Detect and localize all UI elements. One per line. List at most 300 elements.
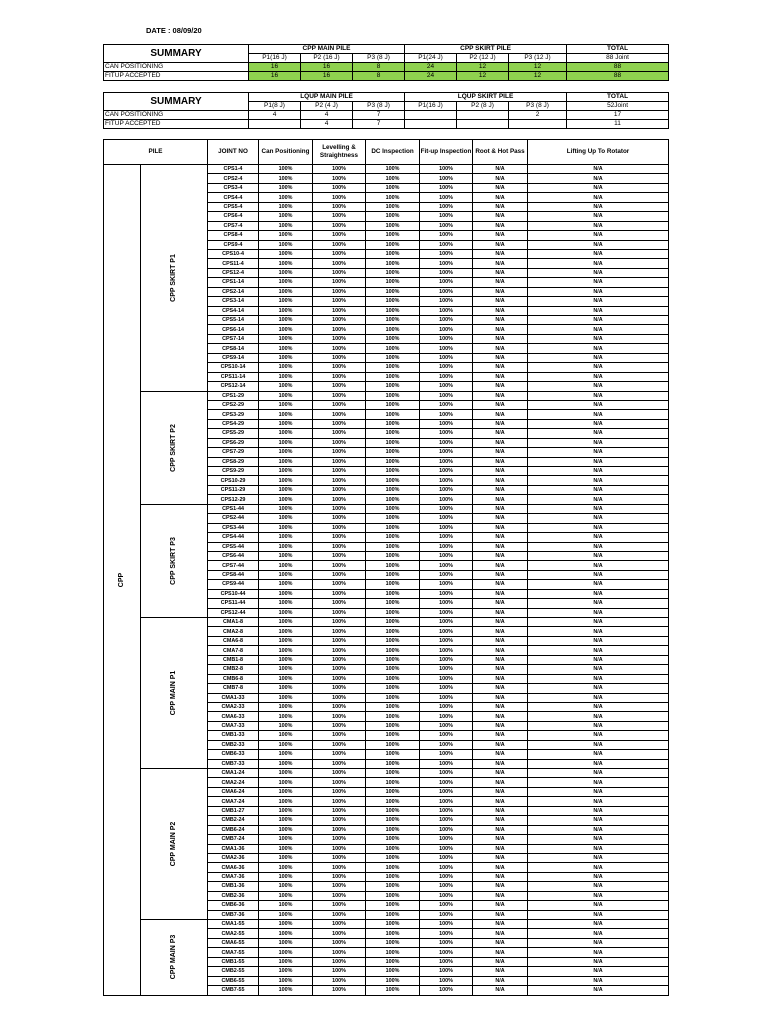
joint-no: CMA7-33 bbox=[208, 721, 259, 730]
status-cell: N/A bbox=[528, 448, 669, 457]
status-cell: 100% bbox=[259, 721, 313, 730]
joint-no: CMA7-8 bbox=[208, 646, 259, 655]
status-cell: N/A bbox=[528, 627, 669, 636]
status-cell: 100% bbox=[366, 929, 420, 938]
group-header: LQUP SKIRT PILE bbox=[405, 93, 567, 102]
status-cell: 100% bbox=[313, 920, 366, 929]
summary-cell: 16 bbox=[249, 63, 301, 72]
status-cell: 100% bbox=[259, 646, 313, 655]
status-cell: 100% bbox=[366, 646, 420, 655]
status-cell: 100% bbox=[420, 816, 473, 825]
status-cell: 100% bbox=[313, 183, 366, 192]
status-cell: 100% bbox=[420, 542, 473, 551]
status-cell: 100% bbox=[313, 759, 366, 768]
status-cell: N/A bbox=[473, 844, 528, 853]
group-label bbox=[141, 165, 208, 392]
status-cell: N/A bbox=[473, 542, 528, 551]
group-header: CPP SKIRT PILE bbox=[405, 45, 567, 54]
status-cell: 100% bbox=[420, 363, 473, 372]
joint-no: CPS10-14 bbox=[208, 363, 259, 372]
status-cell: 100% bbox=[259, 712, 313, 721]
report-date: DATE : 08/09/20 bbox=[146, 26, 202, 35]
status-cell: 100% bbox=[366, 750, 420, 759]
status-cell: N/A bbox=[528, 316, 669, 325]
status-cell: 100% bbox=[420, 684, 473, 693]
status-cell: 100% bbox=[313, 693, 366, 702]
status-cell: 100% bbox=[259, 872, 313, 881]
status-cell: N/A bbox=[473, 231, 528, 240]
joint-no: CPS5-4 bbox=[208, 202, 259, 211]
status-cell: 100% bbox=[259, 391, 313, 400]
header-lifting: Lifting Up To Rotator bbox=[528, 140, 669, 165]
status-cell: 100% bbox=[313, 655, 366, 664]
status-cell: 100% bbox=[420, 844, 473, 853]
status-cell: 100% bbox=[420, 457, 473, 466]
status-cell: 100% bbox=[366, 278, 420, 287]
joint-no: CMB2-33 bbox=[208, 740, 259, 749]
group-label-text: CPP MAIN P3 bbox=[170, 934, 177, 980]
header-dc-inspection: DC Inspection bbox=[366, 140, 420, 165]
status-cell: N/A bbox=[528, 882, 669, 891]
status-cell: 100% bbox=[366, 231, 420, 240]
status-cell: 100% bbox=[313, 382, 366, 391]
row-label: CAN POSITIONING bbox=[104, 111, 249, 120]
status-cell: 100% bbox=[313, 910, 366, 919]
status-cell: N/A bbox=[528, 240, 669, 249]
status-cell: 100% bbox=[313, 334, 366, 343]
joint-no: CMA2-24 bbox=[208, 778, 259, 787]
status-cell: 100% bbox=[366, 901, 420, 910]
status-cell: N/A bbox=[473, 636, 528, 645]
status-cell: 100% bbox=[313, 938, 366, 947]
joint-no: CPS8-4 bbox=[208, 231, 259, 240]
status-cell: N/A bbox=[528, 561, 669, 570]
status-cell: N/A bbox=[528, 608, 669, 617]
status-cell: 100% bbox=[420, 297, 473, 306]
joint-no: CMA2-33 bbox=[208, 702, 259, 711]
joint-no: CPS3-44 bbox=[208, 523, 259, 532]
status-cell: N/A bbox=[528, 655, 669, 664]
joint-no: CPS5-29 bbox=[208, 429, 259, 438]
joint-no: CPS4-44 bbox=[208, 533, 259, 542]
status-cell: N/A bbox=[473, 967, 528, 976]
joint-no: CMA6-24 bbox=[208, 787, 259, 796]
status-cell: N/A bbox=[473, 759, 528, 768]
joint-no: CPS5-44 bbox=[208, 542, 259, 551]
joint-no: CPS5-14 bbox=[208, 316, 259, 325]
status-cell: 100% bbox=[420, 976, 473, 985]
status-cell: 100% bbox=[259, 495, 313, 504]
joint-no: CMB2-36 bbox=[208, 891, 259, 900]
status-cell: 100% bbox=[313, 882, 366, 891]
status-cell: N/A bbox=[473, 353, 528, 362]
status-cell: 100% bbox=[313, 278, 366, 287]
status-cell: 100% bbox=[259, 986, 313, 995]
status-cell: 100% bbox=[313, 589, 366, 598]
joint-no: CMA1-8 bbox=[208, 618, 259, 627]
status-cell: N/A bbox=[528, 787, 669, 796]
status-cell: 100% bbox=[366, 259, 420, 268]
status-cell: 100% bbox=[313, 400, 366, 409]
status-cell: N/A bbox=[473, 769, 528, 778]
status-cell: 100% bbox=[366, 740, 420, 749]
status-cell: 100% bbox=[259, 221, 313, 230]
status-cell: 100% bbox=[259, 835, 313, 844]
status-cell: N/A bbox=[528, 967, 669, 976]
status-cell: 100% bbox=[366, 221, 420, 230]
status-cell: N/A bbox=[528, 929, 669, 938]
status-cell: N/A bbox=[473, 306, 528, 315]
status-cell: 100% bbox=[420, 504, 473, 513]
status-cell: N/A bbox=[473, 929, 528, 938]
status-cell: N/A bbox=[528, 495, 669, 504]
status-cell: 100% bbox=[313, 448, 366, 457]
summary-cell: 2 bbox=[509, 111, 567, 120]
status-cell: N/A bbox=[473, 391, 528, 400]
status-cell: 100% bbox=[259, 278, 313, 287]
status-cell: 100% bbox=[420, 920, 473, 929]
table-row bbox=[104, 391, 669, 400]
status-cell: 100% bbox=[313, 212, 366, 221]
status-cell: N/A bbox=[473, 495, 528, 504]
status-cell: N/A bbox=[473, 674, 528, 683]
status-cell: N/A bbox=[528, 844, 669, 853]
joint-no: CMB1-33 bbox=[208, 731, 259, 740]
joint-no: CPS7-4 bbox=[208, 221, 259, 230]
status-cell: 100% bbox=[420, 344, 473, 353]
group-label-text: CPP SKIRT P2 bbox=[170, 423, 177, 472]
status-cell: 100% bbox=[259, 325, 313, 334]
joint-no: CMA2-8 bbox=[208, 627, 259, 636]
status-cell: 100% bbox=[259, 655, 313, 664]
status-cell: 100% bbox=[259, 485, 313, 494]
joint-no: CPS2-4 bbox=[208, 174, 259, 183]
status-cell: 100% bbox=[420, 646, 473, 655]
col-header: P1(16 J) bbox=[405, 102, 457, 111]
status-cell: 100% bbox=[313, 853, 366, 862]
joint-no: CMB7-24 bbox=[208, 835, 259, 844]
joint-no: CMB7-36 bbox=[208, 910, 259, 919]
status-cell: 100% bbox=[366, 835, 420, 844]
status-cell: 100% bbox=[313, 901, 366, 910]
status-cell: 100% bbox=[366, 561, 420, 570]
table-row bbox=[104, 920, 669, 929]
status-cell: 100% bbox=[259, 674, 313, 683]
joint-no: CPS1-29 bbox=[208, 391, 259, 400]
summary-cell: 17 bbox=[567, 111, 669, 120]
status-cell: 100% bbox=[259, 212, 313, 221]
status-cell: 100% bbox=[259, 740, 313, 749]
status-cell: 100% bbox=[259, 372, 313, 381]
status-cell: 100% bbox=[420, 429, 473, 438]
status-cell: 100% bbox=[420, 957, 473, 966]
status-cell: 100% bbox=[259, 750, 313, 759]
joint-no: CPS9-44 bbox=[208, 580, 259, 589]
status-cell: N/A bbox=[473, 740, 528, 749]
status-cell: 100% bbox=[313, 967, 366, 976]
status-cell: 100% bbox=[420, 778, 473, 787]
status-cell: 100% bbox=[366, 986, 420, 995]
joint-no: CPS11-29 bbox=[208, 485, 259, 494]
col-header: P1(24 J) bbox=[405, 54, 457, 63]
status-cell: 100% bbox=[366, 957, 420, 966]
status-cell: 100% bbox=[259, 599, 313, 608]
status-cell: N/A bbox=[528, 485, 669, 494]
joint-no: CPS2-14 bbox=[208, 287, 259, 296]
summary-cell bbox=[457, 111, 509, 120]
status-cell: N/A bbox=[473, 476, 528, 485]
group-header: TOTAL bbox=[567, 45, 669, 54]
status-cell: N/A bbox=[473, 316, 528, 325]
col-header: P1(16 J) bbox=[249, 54, 301, 63]
status-cell: 100% bbox=[259, 797, 313, 806]
joint-no: CPS6-44 bbox=[208, 551, 259, 560]
status-cell: 100% bbox=[366, 863, 420, 872]
status-cell: 100% bbox=[313, 806, 366, 815]
table-row bbox=[104, 165, 669, 174]
status-cell: N/A bbox=[528, 816, 669, 825]
status-cell: 100% bbox=[313, 750, 366, 759]
group-header: TOTAL bbox=[567, 93, 669, 102]
status-cell: N/A bbox=[528, 514, 669, 523]
status-cell: 100% bbox=[313, 835, 366, 844]
joint-no: CPS7-29 bbox=[208, 448, 259, 457]
status-cell: 100% bbox=[420, 910, 473, 919]
status-cell: 100% bbox=[313, 391, 366, 400]
status-cell: N/A bbox=[528, 429, 669, 438]
status-cell: 100% bbox=[420, 806, 473, 815]
status-cell: 100% bbox=[313, 485, 366, 494]
status-cell: 100% bbox=[420, 797, 473, 806]
summary-cell: 4 bbox=[249, 111, 301, 120]
status-cell: 100% bbox=[259, 467, 313, 476]
status-cell: 100% bbox=[366, 825, 420, 834]
joint-no: CPS3-14 bbox=[208, 297, 259, 306]
status-cell: N/A bbox=[473, 986, 528, 995]
col-header: P3 (8 J) bbox=[353, 54, 405, 63]
status-cell: 100% bbox=[366, 523, 420, 532]
status-cell: N/A bbox=[528, 721, 669, 730]
status-cell: 100% bbox=[313, 551, 366, 560]
status-cell: 100% bbox=[259, 731, 313, 740]
status-cell: 100% bbox=[420, 306, 473, 315]
joint-no: CPS12-4 bbox=[208, 268, 259, 277]
status-cell: 100% bbox=[420, 929, 473, 938]
status-cell: N/A bbox=[473, 278, 528, 287]
status-cell: N/A bbox=[473, 825, 528, 834]
status-cell: N/A bbox=[473, 863, 528, 872]
summary-cell bbox=[457, 120, 509, 129]
status-cell: 100% bbox=[366, 948, 420, 957]
status-cell: N/A bbox=[528, 410, 669, 419]
status-cell: N/A bbox=[528, 750, 669, 759]
status-cell: N/A bbox=[528, 551, 669, 560]
status-cell: N/A bbox=[528, 740, 669, 749]
status-cell: 100% bbox=[420, 580, 473, 589]
status-cell: N/A bbox=[473, 268, 528, 277]
status-cell: N/A bbox=[528, 476, 669, 485]
status-cell: N/A bbox=[528, 920, 669, 929]
col-header: P3 (12 J) bbox=[509, 54, 567, 63]
status-cell: N/A bbox=[473, 599, 528, 608]
status-cell: 100% bbox=[313, 523, 366, 532]
status-cell: 100% bbox=[366, 193, 420, 202]
status-cell: 100% bbox=[259, 976, 313, 985]
row-label: FITUP ACCEPTED bbox=[104, 72, 249, 81]
summary-cell: 4 bbox=[301, 120, 353, 129]
status-cell: 100% bbox=[366, 938, 420, 947]
status-cell: 100% bbox=[313, 353, 366, 362]
status-cell: 100% bbox=[420, 325, 473, 334]
status-cell: 100% bbox=[366, 363, 420, 372]
status-cell: N/A bbox=[473, 212, 528, 221]
col-header: P2 (16 J) bbox=[301, 54, 353, 63]
joint-no: CMB2-8 bbox=[208, 665, 259, 674]
status-cell: 100% bbox=[313, 221, 366, 230]
status-cell: 100% bbox=[366, 382, 420, 391]
status-cell: 100% bbox=[366, 325, 420, 334]
status-cell: 100% bbox=[420, 334, 473, 343]
status-cell: 100% bbox=[420, 938, 473, 947]
status-cell: 100% bbox=[313, 863, 366, 872]
status-cell: 100% bbox=[313, 467, 366, 476]
status-cell: N/A bbox=[528, 334, 669, 343]
status-cell: N/A bbox=[528, 910, 669, 919]
status-cell: N/A bbox=[473, 835, 528, 844]
status-cell: 100% bbox=[420, 759, 473, 768]
group-label-text: CPP SKIRT P3 bbox=[170, 537, 177, 585]
status-cell: 100% bbox=[366, 287, 420, 296]
table-row bbox=[104, 769, 669, 778]
status-cell: 100% bbox=[259, 353, 313, 362]
status-cell: N/A bbox=[528, 174, 669, 183]
status-cell: 100% bbox=[259, 542, 313, 551]
status-cell: 100% bbox=[420, 769, 473, 778]
status-cell: 100% bbox=[313, 165, 366, 174]
status-cell: N/A bbox=[473, 344, 528, 353]
status-cell: 100% bbox=[313, 627, 366, 636]
status-cell: 100% bbox=[259, 429, 313, 438]
status-cell: 100% bbox=[313, 599, 366, 608]
status-cell: N/A bbox=[528, 212, 669, 221]
status-cell: 100% bbox=[420, 835, 473, 844]
status-cell: N/A bbox=[473, 938, 528, 947]
status-cell: 100% bbox=[420, 967, 473, 976]
status-cell: 100% bbox=[420, 551, 473, 560]
status-cell: 100% bbox=[366, 618, 420, 627]
joint-no: CMB6-55 bbox=[208, 976, 259, 985]
status-cell: N/A bbox=[528, 400, 669, 409]
status-cell: N/A bbox=[528, 221, 669, 230]
status-cell: N/A bbox=[473, 372, 528, 381]
status-cell: N/A bbox=[528, 589, 669, 598]
joint-no: CPS2-29 bbox=[208, 400, 259, 409]
status-cell: N/A bbox=[528, 580, 669, 589]
status-cell: N/A bbox=[528, 570, 669, 579]
summary-cell: 88 bbox=[567, 72, 669, 81]
status-cell: N/A bbox=[473, 853, 528, 862]
status-cell: N/A bbox=[473, 363, 528, 372]
status-cell: N/A bbox=[528, 618, 669, 627]
status-cell: 100% bbox=[420, 901, 473, 910]
status-cell: N/A bbox=[473, 872, 528, 881]
joint-no: CMB1-8 bbox=[208, 655, 259, 664]
status-cell: N/A bbox=[528, 249, 669, 258]
joint-no: CPS4-14 bbox=[208, 306, 259, 315]
status-cell: 100% bbox=[420, 674, 473, 683]
status-cell: N/A bbox=[528, 268, 669, 277]
status-cell: N/A bbox=[473, 721, 528, 730]
status-cell: 100% bbox=[313, 721, 366, 730]
status-cell: 100% bbox=[259, 410, 313, 419]
status-cell: 100% bbox=[259, 400, 313, 409]
status-cell: N/A bbox=[528, 372, 669, 381]
row-label: FITUP ACCEPTED bbox=[104, 120, 249, 129]
status-cell: 100% bbox=[366, 297, 420, 306]
row-label: CAN POSITIONING bbox=[104, 63, 249, 72]
status-cell: 100% bbox=[313, 778, 366, 787]
status-cell: 100% bbox=[420, 268, 473, 277]
header-can-positioning: Can Positioning bbox=[259, 140, 313, 165]
status-cell: 100% bbox=[259, 891, 313, 900]
status-cell: 100% bbox=[259, 457, 313, 466]
joint-no: CPS8-29 bbox=[208, 457, 259, 466]
status-cell: 100% bbox=[313, 325, 366, 334]
status-cell: N/A bbox=[528, 636, 669, 645]
status-cell: 100% bbox=[420, 863, 473, 872]
status-cell: N/A bbox=[473, 297, 528, 306]
status-cell: 100% bbox=[366, 721, 420, 730]
joint-no: CMA6-55 bbox=[208, 938, 259, 947]
status-cell: 100% bbox=[366, 306, 420, 315]
status-cell: N/A bbox=[528, 646, 669, 655]
status-cell: N/A bbox=[528, 382, 669, 391]
status-cell: 100% bbox=[420, 570, 473, 579]
joint-no: CPS1-44 bbox=[208, 504, 259, 513]
status-cell: N/A bbox=[473, 750, 528, 759]
status-cell: 100% bbox=[259, 882, 313, 891]
status-cell: 100% bbox=[420, 665, 473, 674]
status-cell: N/A bbox=[528, 712, 669, 721]
status-cell: 100% bbox=[366, 400, 420, 409]
summary-cell bbox=[405, 120, 457, 129]
status-cell: 100% bbox=[420, 400, 473, 409]
col-header: 52Joint bbox=[567, 102, 669, 111]
status-cell: N/A bbox=[528, 533, 669, 542]
joint-no: CMA2-55 bbox=[208, 929, 259, 938]
status-cell: N/A bbox=[473, 891, 528, 900]
status-cell: 100% bbox=[259, 533, 313, 542]
status-cell: N/A bbox=[528, 901, 669, 910]
status-cell: N/A bbox=[528, 948, 669, 957]
joint-no: CMB7-55 bbox=[208, 986, 259, 995]
status-cell: N/A bbox=[473, 249, 528, 258]
status-cell: 100% bbox=[366, 533, 420, 542]
summary-cell: 11 bbox=[567, 120, 669, 129]
status-cell: N/A bbox=[528, 278, 669, 287]
status-cell: 100% bbox=[420, 627, 473, 636]
status-cell: N/A bbox=[528, 665, 669, 674]
status-cell: N/A bbox=[473, 684, 528, 693]
summary-cell: 12 bbox=[509, 63, 567, 72]
status-cell: 100% bbox=[366, 967, 420, 976]
pile-label bbox=[104, 165, 141, 996]
status-cell: 100% bbox=[313, 202, 366, 211]
status-cell: N/A bbox=[528, 325, 669, 334]
status-cell: 100% bbox=[313, 872, 366, 881]
status-cell: 100% bbox=[259, 570, 313, 579]
status-cell: 100% bbox=[313, 769, 366, 778]
